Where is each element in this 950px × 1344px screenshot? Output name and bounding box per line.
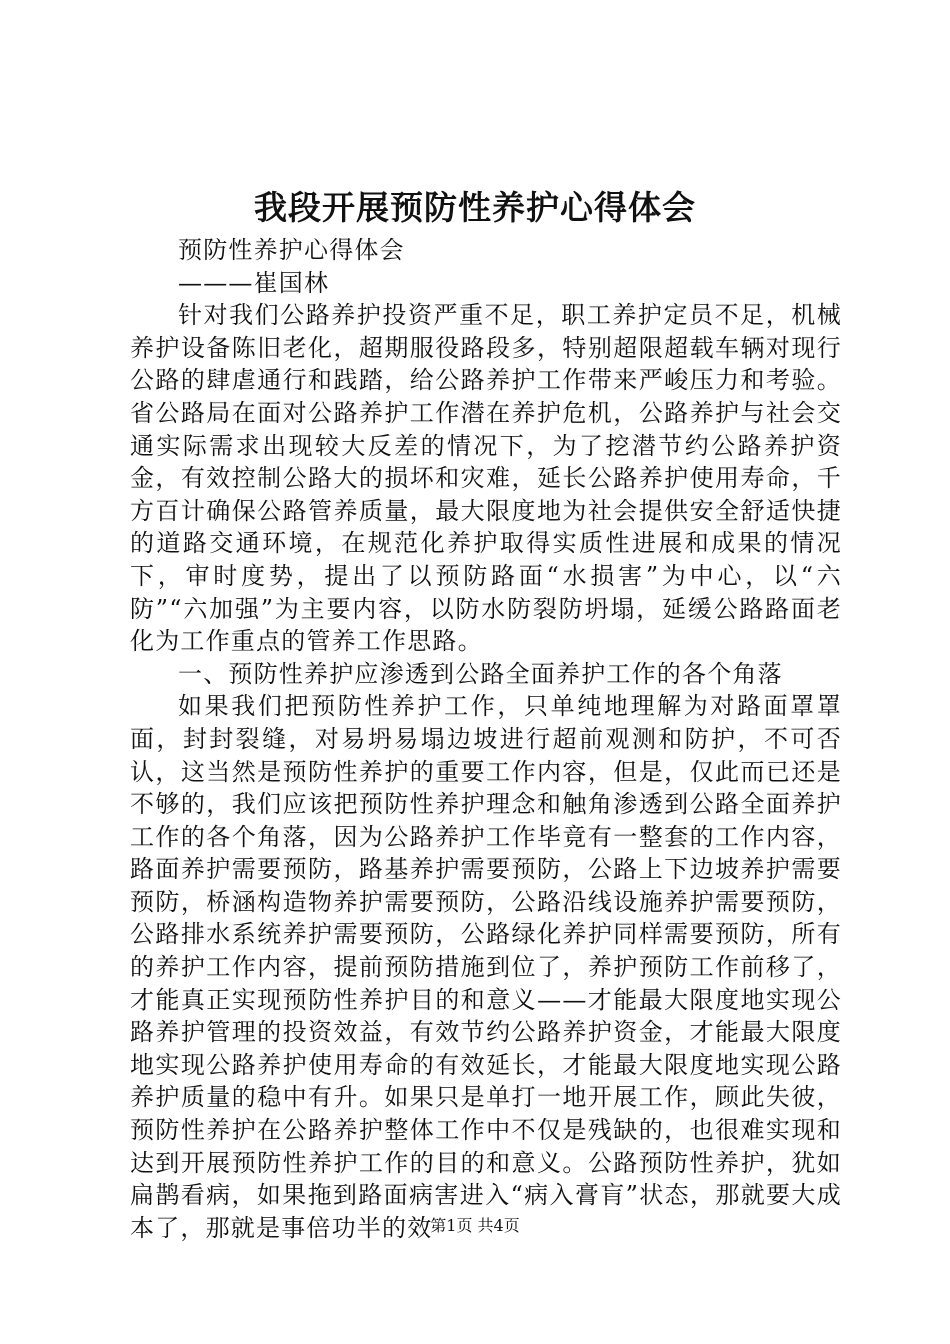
document-title: 我段开展预防性养护心得体会 xyxy=(254,188,696,227)
paragraph-intro: 针对我们公路养护投资严重不足，职工养护定员不足，机械养护设备陈旧老化，超期服役路段多，特别超限超载车辆对现行公路的肆虐通行和践踏，给公路养护工作带来严峻压力和考验。省公路局在面对公路养护工作潜在养护危机，公路养护与社会交通实际需求出现较大反差的情况下，为了挖潜节约公路养护资金，有效控制公路大的损坏和灾难，延长公路养护使用寿命，千方百计确保公路管养质量，最大限度地为社会提供安全舒适快捷的道路交通环境，在规范化养护取得实质性进展和成果的情况下，审时度势，提出了以预防路面“水损害”为中心，以“六防”“六加强”为主要内容，以防水防裂防坍塌，延缓公路路面老化为工作重点的管养工作思路。 xyxy=(130,301,842,656)
section-heading-1: 一、预防性养护应渗透到公路全面养护工作的各个角落 xyxy=(178,659,783,688)
author-line: ———崔国林 xyxy=(178,268,330,297)
subtitle-line: 预防性养护心得体会 xyxy=(178,236,405,264)
paragraph-section-1: 如果我们把预防性养护工作，只单纯地理解为对路面罩罩面，封封裂缝，对易坍易塌边坡进行超前观测和防护，不可否认，这当然是预防性养护的重要工作内容，但是，仅此而已还是不够的，我们应该把预防性养护理念和触角渗透到公路全面养护工作的各个角落，因为公路养护工作毕竟有一整套的工作内容，路面养护需要预防，路基养护需要预防，公路上下边坡养护需要预防，桥涵构造物养护需要预防，公路沿线设施养护需要预防，公路排水系统养护需要预防，公路绿化养护同样需要预防，所有的养护工作内容，提前预防措施到位了，养护预防工作前移了，才能真正实现预防性养护目的和意义——才能最大限度地实现公路养护管理的投资效益，有效节约公路养护资金，才能最大限度地实现公路养护使用寿命的有效延长，才能最大限度地实现公路养护质量的稳中有升。如果只是单打一地开展工作，顾此失彼，预防性养护在公路养护整体工作中不仅是残缺的，也很难实现和达到开展预防性养护工作的目的和意义。公路预防性养护，犹如扁鹊看病，如果拖到路面病害进入“病入膏肓”状态，那就要大成本了，那就是事倍功半的效 xyxy=(130,692,842,1242)
document-body xyxy=(130,234,842,1244)
page-footer: 第1页 共4页 xyxy=(430,1216,520,1235)
